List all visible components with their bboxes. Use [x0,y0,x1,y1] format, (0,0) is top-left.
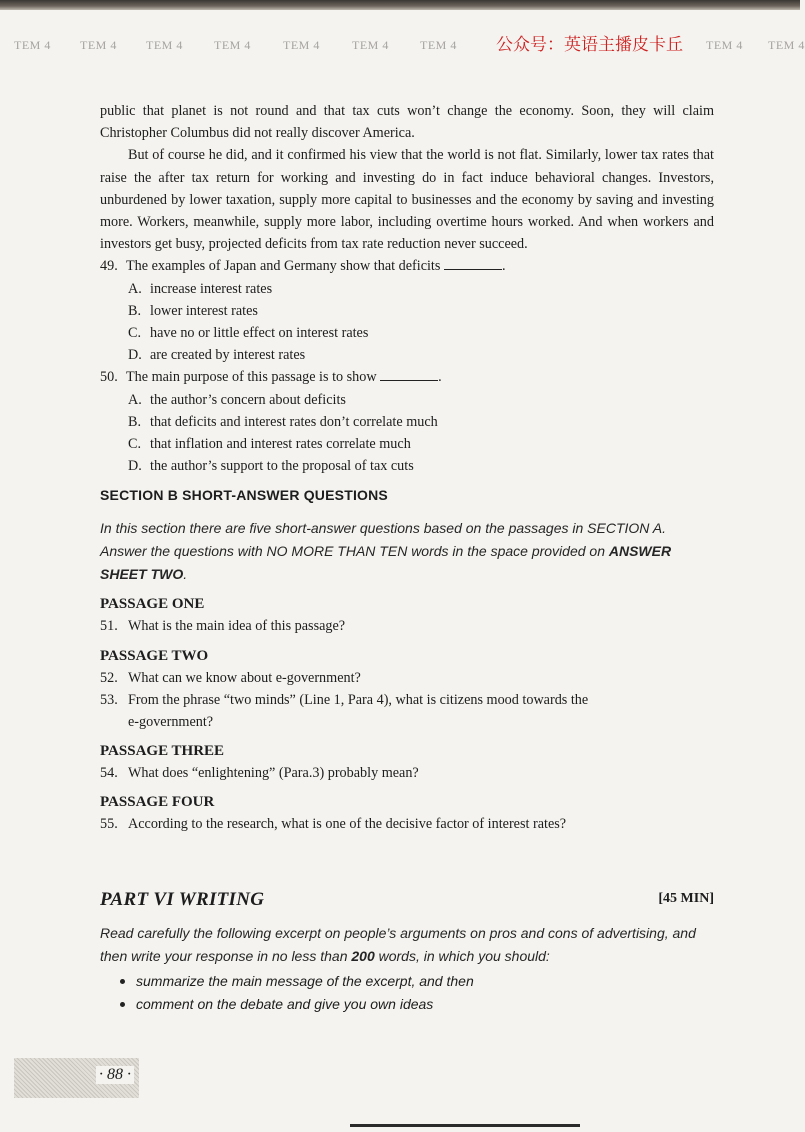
section-b-title: SECTION B SHORT-ANSWER QUESTIONS [100,487,388,504]
passage-paragraph: But of course he did, and it confirmed his view that the world is not flat. Similarly, lower tax rates that raise the after tax return for working and investing do in fact induce behavioral changes. Investors, unburdened by lower taxation, supply more capital to businesses and the economy by saving and investing more. Workers, meanwhile, supply more labor, including overtime hours worked. And when workers and investors get busy, projected deficits from tax rate reduction never succeed. [100,147,714,253]
option-letter: A. [128,280,142,297]
question-number: 54. [100,765,118,782]
question-stem: The main purpose of this passage is to show [126,369,377,386]
option-text: lower interest rates [150,302,258,319]
passage-three-block [100,743,714,784]
header-label: TEM 4 [352,38,389,52]
bullet-item [136,993,720,1016]
option-text: have no or little effect on interest rates [150,325,369,342]
passage-heading: PASSAGE FOUR [100,794,215,811]
bullet-text: comment on the debate and give you own ideas [136,996,434,1012]
header-label: TEM 4 [14,38,51,52]
passage-heading: PASSAGE THREE [100,743,225,760]
page-number: · 88 · [96,1066,134,1084]
header-label: TEM 4 [706,38,743,52]
option-text: the author’s support to the proposal of tax cuts [150,458,414,475]
bullet-text: summarize the main message of the excerpt, and then [136,973,474,989]
instruction-bold: ANSWER SHEET TWO [100,543,672,583]
question-end: . [501,258,506,275]
instruction-bold: 200 [351,948,375,964]
passage-heading: PASSAGE TWO [100,647,209,664]
header-label: TEM 4 [80,38,117,52]
question-number: 52. [100,669,118,686]
header-label: TEM 4 [420,38,457,52]
passage-one-block [100,596,714,637]
question-text: What does “enlightening” (Para.3) probably mean? [128,765,419,782]
question-text: What can we know about e-government? [128,669,361,686]
option-letter: C. [128,436,142,453]
header-label: TEM 4 [283,38,320,52]
header-label: TEM 4 [768,38,805,52]
question-number: 53. [100,691,118,708]
instruction-text: Read carefully the following excerpt on people’s arguments on pros and cons of advertising, and then write your response in no less than [100,925,696,964]
instruction-text: words, in which you should: [378,948,550,964]
part-vi-time: [45 MIN] [658,891,714,906]
passage-two-block [100,648,714,734]
option-letter: D. [128,458,142,475]
header-label: TEM 4 [146,38,183,52]
instruction-text: In this section there are five short-answer questions based on the passages in SECTION A. Answer the questions with NO MORE THAN TEN words in the space provided on [100,520,666,560]
question-text: According to the research, what is one of the decisive factor of interest rates? [128,816,567,833]
option-letter: B. [128,302,142,319]
option-text: increase interest rates [150,280,273,297]
option-letter: A. [128,391,142,408]
question-continuation: e-government? [128,714,214,731]
bullet-dot-icon [120,979,125,984]
question-49 [100,255,714,366]
answer-blank [380,368,438,381]
option-text: that deficits and interest rates don’t correlate much [150,413,438,430]
answer-blank [444,257,502,270]
writing-instruction [100,922,720,968]
question-stem: The examples of Japan and Germany show that deficits [126,258,441,275]
option-text: the author’s concern about deficits [150,391,346,408]
option-text: are created by interest rates [150,347,306,364]
page-content [100,100,714,836]
option-letter: B. [128,413,142,430]
bullet-item [136,970,720,993]
bullet-dot-icon [120,1002,125,1007]
part-vi-header [100,889,714,913]
passage-paragraph: public that planet is not round and that tax cuts won’t change the economy. Soon, they will claim Christopher Columbus did not really discover America. [100,103,714,142]
passage-heading: PASSAGE ONE [100,596,205,613]
watermark: 公众号：英语主播皮卡丘 [492,30,687,55]
question-50 [100,366,714,477]
question-text: From the phrase “two minds” (Line 1, Para 4), what is citizens mood towards the [128,691,589,708]
question-number: 55. [100,816,118,833]
option-letter: C. [128,325,142,342]
scan-top-edge [0,0,800,10]
part-vi-title: PART VI WRITING [100,889,265,910]
option-text: that inflation and interest rates correlate much [150,436,411,453]
passage-four-block [100,794,714,835]
writing-bullets [100,970,720,1016]
section-b-instruction [100,517,714,586]
option-letter: D. [128,347,142,364]
writing-instruction-block [100,922,720,1016]
header-label: TEM 4 [214,38,251,52]
question-number: 50. [100,369,118,386]
question-number: 49. [100,258,118,275]
question-text: What is the main idea of this passage? [128,618,346,635]
question-number: 51. [100,618,118,635]
instruction-end: . [183,566,188,583]
scan-bottom-edge [350,1124,580,1127]
question-end: . [438,369,442,386]
